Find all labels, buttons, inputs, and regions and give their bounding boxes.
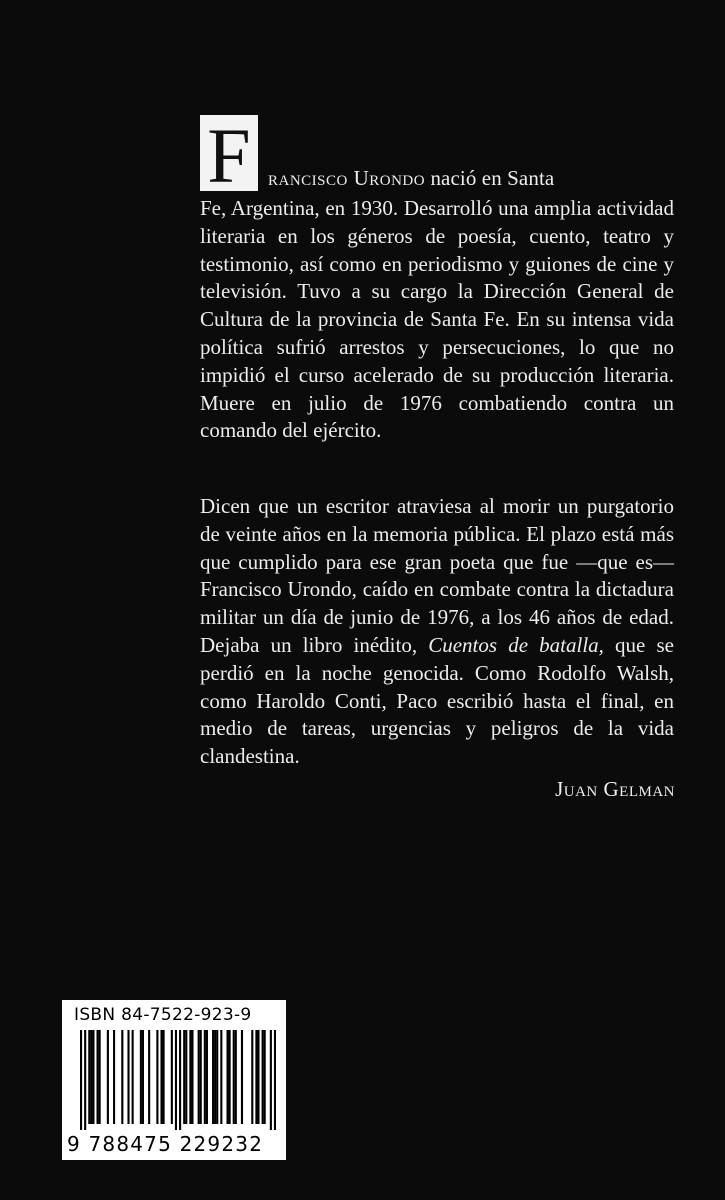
- barcode-bar: [127, 1030, 129, 1124]
- barcode-bar: [274, 1030, 276, 1130]
- barcode-bar: [212, 1030, 214, 1124]
- quote-text-before: Dicen que un escritor atraviesa al morir un purgatorio de veinte años en la memoria pública. El plazo está más que cumplido para ese gran poeta que fue —que es— Francisco Urondo, caído en combate contra la dictadura militar un día de junio de 1976, a los 46 años de edad. Dejaba un libro inédito,: [200, 494, 674, 657]
- barcode-bar: [132, 1030, 134, 1124]
- barcode-bar: [262, 1030, 264, 1124]
- ean-digits: 9 788475 229232: [67, 1132, 264, 1156]
- barcode-bars: [80, 1030, 276, 1130]
- barcode-bar: [183, 1030, 185, 1124]
- book-title: Cuentos de batalla,: [428, 632, 604, 657]
- barcode-bar: [189, 1030, 191, 1124]
- barcode-bar: [107, 1030, 109, 1124]
- barcode-bar: [226, 1030, 228, 1124]
- barcode-bar: [175, 1030, 177, 1130]
- quote-author: Juan Gelman: [555, 777, 675, 801]
- barcode-bar: [229, 1030, 231, 1124]
- barcode-bar: [140, 1030, 142, 1124]
- barcode-bar: [142, 1030, 144, 1124]
- barcode-bar: [97, 1030, 99, 1124]
- barcode-bar: [121, 1030, 123, 1124]
- barcode-bar: [179, 1030, 181, 1130]
- barcode-bar: [200, 1030, 202, 1124]
- barcode-bar: [264, 1030, 266, 1124]
- bio-first-line: [268, 168, 554, 189]
- barcode-bar: [160, 1030, 162, 1124]
- barcode-bar: [255, 1030, 257, 1124]
- barcode-bar: [92, 1030, 94, 1124]
- barcode-bar: [80, 1030, 82, 1130]
- quote-text-after: que se perdió en la noche genocida. Como Rodolfo Walsh, como Haroldo Conti, Paco escribió hasta el final, en medio de tareas, urgencias y peligros de la vida clandestina.: [200, 632, 674, 769]
- barcode-bar: [220, 1030, 222, 1124]
- barcode-bar: [171, 1030, 173, 1124]
- barcode-bar: [206, 1030, 208, 1124]
- isbn-label: ISBN 84-7522-923-9: [74, 1005, 252, 1025]
- barcode-bar: [257, 1030, 259, 1124]
- barcode-bar: [204, 1030, 206, 1124]
- barcode-bar: [233, 1030, 235, 1124]
- barcode-bar: [241, 1030, 243, 1124]
- barcode-bar: [216, 1030, 218, 1124]
- isbn-barcode: [62, 1000, 286, 1160]
- bio-first-line-rest: nació en Santa: [425, 166, 555, 190]
- barcode-bar: [99, 1030, 101, 1124]
- drop-cap-box: [200, 112, 258, 199]
- drop-cap-letter: F: [207, 112, 251, 199]
- author-name: rancisco Urondo: [268, 166, 426, 190]
- barcode-bar: [235, 1030, 237, 1124]
- barcode-bar: [198, 1030, 200, 1124]
- barcode-bar: [113, 1030, 115, 1124]
- blurb-quote: [200, 493, 674, 771]
- barcode-bar: [185, 1030, 187, 1124]
- barcode-bar: [156, 1030, 158, 1124]
- barcode-bar: [148, 1030, 150, 1124]
- barcode-bar: [84, 1030, 86, 1130]
- barcode-bar: [90, 1030, 92, 1124]
- author-biography: Fe, Argentina, en 1930. Desarrolló una amplia actividad literaria en los géneros de poesía, cuento, teatro y testimonio, así como en periodismo y guiones de cine y televisión. Tuvo a su cargo la Dirección General de Cultura de la provincia de Santa Fe. En su intensa vida política sufrió arrestos y persecuciones, lo que no impidió el curso acelerado de su producción literaria. Muere en julio de 1976 combatiendo contra un comando del ejército.: [200, 196, 674, 443]
- barcode-bar: [251, 1030, 253, 1124]
- barcode-bar: [163, 1030, 165, 1124]
- barcode-bar: [214, 1030, 216, 1124]
- barcode-bar: [88, 1030, 90, 1124]
- barcode-bar: [191, 1030, 193, 1124]
- barcode-bar: [270, 1030, 272, 1130]
